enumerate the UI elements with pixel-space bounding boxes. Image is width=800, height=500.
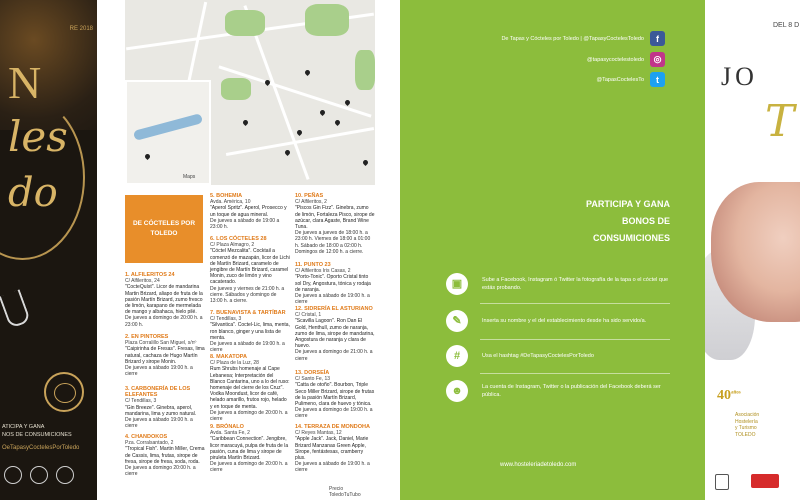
list-item: 5. BOHEMIA Avda. América, 10 "Aperol Spritz". Aperol, Prosecco y un toque de agua mineral. De jueves a sábado de 19:00 a 23:00 h. [210, 193, 287, 231]
divider [480, 339, 670, 340]
list-item: 1. ALFILERITOS 24 C/ Alfileritos, 24 "CocteQuíst". Licor de mandarina Martin Brizard, aliapo de fruta de la pasión Martín Brizard, zumo fresco de limón, karapano de mermelada de mango y albahaca, hielo pilé. De jueves a domingo de 20:00 h. a 23:00 h. [125, 272, 203, 328]
seal-icon [44, 372, 84, 412]
info-line1: ATICIPA Y GANA [2, 424, 45, 430]
facebook-handle: De Tapas y Cócteles por Toledo | @TapasyCoctelesToledo [501, 35, 644, 42]
script-title-line1: les [8, 112, 68, 161]
image-icon: ▣ [446, 273, 468, 295]
anniversary-badge: $40^{años}$ [717, 388, 741, 403]
twitter-row[interactable] [597, 72, 665, 87]
sponsor-logo-icon [30, 466, 48, 484]
sponsor-logo-icon [715, 474, 729, 490]
script-title-line2: do [8, 170, 58, 216]
map-label: Maps [183, 174, 196, 180]
list-item: 14. TERRAZA DE MONDOHA C/ Reyes Mantas, 12 "Apple Jack". Jack, Daniel, Marie Brizard Manzanas Green Apple, Sirope, fentástesas, cramberry plus. De jueves a sábado de 19:00 h. a cierre [295, 424, 370, 474]
hashtag-icon: # [446, 345, 468, 367]
list-heading: DE CÓCTELES POR TOLEDO [125, 195, 203, 263]
facebook-icon[interactable]: f [650, 31, 665, 46]
association-name: Asociación Hostelería y Turismo TOLEDO [735, 412, 760, 438]
list-item: 6. LOS CÓCTELES 28 C/ Plaza Almagro, 2 "Cóctel Mezcalita". Cocktail a comenzó de mazapán, licor de Lichi de Martín Brizard, caramelo de jengibre de Martín Brizard, caramel Monin, zuco de limón y vino cacaterado. De jueves y viernes de 21:00 h. a cierre. Sábados y domingo de 13:00 h. a cierre. [210, 236, 290, 305]
divider [480, 303, 670, 304]
script-title: T [765, 96, 795, 147]
list-item: 3. CARBONERÍA DE LOS ELEFANTES C/ Tendillas, 3 "Gin Breeze". Ginebra, aperol, mandarina, lima y zumo natural. De jueves a sábado 19:00 h. a cierre [125, 386, 197, 430]
instagram-icon[interactable]: ◎ [650, 52, 665, 67]
title-fragment: N [8, 57, 44, 108]
twitter-icon[interactable]: t [650, 72, 665, 87]
cover-panel-left [0, 0, 97, 500]
title-fragment: JO [721, 62, 758, 91]
map-panel [125, 0, 375, 500]
edit-icon: ✎ [446, 310, 468, 332]
info-line2: NOS DE CONSUMICIONES [2, 432, 72, 438]
sponsor-logo-icon [751, 474, 779, 488]
event-date-range: DEL 8 D [773, 22, 800, 29]
event-date: RE 2018 [69, 26, 93, 32]
list-item: 11. PUNTO 23 C/ Alfileritos Iris Casas, 2 "Porto-Tonic". Oporto Cristal tinto sol Dry, Angostura, tónica y rodaja de naranja. De jueves a sábado de 19:00 h. a cierre [295, 262, 371, 306]
users-icon: ☻ [446, 380, 468, 402]
step-insert-name: ✎ Inserta su nombre y el del establecimiento desde ha sido servido/a. [446, 310, 671, 332]
list-item: 8. MAKATOPA C/ Plaza de la Luz, 28 Rum Shrubs homenaje al Cape Lebanesa; Interpretación del Blanco Cantarina, uno a lo del ruso: homenaje del cierre de los Cruz". Vodka Moondust, licor de café, helado amarillo, frutos rojo, helado y en toque de menta. De jueves a domingo de 20:00 h. a cierre [210, 354, 290, 423]
instagram-row[interactable] [587, 52, 665, 67]
facebook-row[interactable] [501, 31, 665, 46]
step-use-hashtag: # Usa el hashtag #DeTapasyCoctelesPorToledo [446, 345, 671, 367]
participation-panel [400, 0, 705, 500]
list-item: 7. BUENAVISTA & TARTÍBAR C/ Tendillas, 3 "Silvantica". Coctel-Lic, lima, menta, ron blanco, ginger y una lista de menta. De jueves a sábado de 19:00 h. a cierre [210, 310, 290, 354]
list-item: 10. PEÑAS C/ Alfileritos, 2 "Piscos Gin Fizz". Ginebra, zumo de limón, Fortaleza Pisco, sirope de azúcar, clara Agaste, Brand Wine Tuna. De jueves a jueves de 18:00 h. a 23:00 h. Viernes de 18:00 a 01:00 h. Sábado de 18:00 a 02:00 h. Domingos de 12:00 h. a cierre. [295, 193, 375, 255]
list-item: 4. CHANDOKOS Pza. Corralsantado, 2 "Tropical Fish". Martin Miller, Crema de Cassis, lima, frutas, sirope de fresa, sirope de fresa, soda, roda. De jueves a domingo 20:00 h. a cierre [125, 434, 205, 478]
map-inset [125, 80, 211, 185]
sponsor-logo-icon [56, 466, 74, 484]
instagram-handle: @tapasycoctelestoledo [587, 56, 644, 63]
cocktail-glass-icon [0, 289, 31, 328]
city-map [125, 0, 375, 185]
list-item: 12. SIDRERÍA EL ASTURIANO C/ Cristal, 1 "Scavilla Lagoon". Ron Dan El Gold, Henthull, zumo de naranja, zumo de lima, sirope de mandarina, Angostura de naranja y clara de huevo. De jueves a domingo de 21:00 h. a cierre [295, 306, 375, 362]
sponsor-logo-icon [4, 466, 22, 484]
participation-heading: PARTICIPA Y GANA BONOS DE CONSUMICIONES [585, 199, 670, 243]
website-link[interactable]: www.hosteleriadetoledo.com [500, 462, 577, 468]
step-upload-photo: ▣ Sube a Facebook, Instagram ó Twitter la fotografía de la tapa o el cóctel que estás probando. [446, 273, 671, 295]
cover-panel-right [705, 0, 800, 500]
hashtag-text: OeTapasyCoctelesPorToledo [2, 445, 80, 451]
list-item: 9. BRÓNALO Avda. Santa Fe, 2 "Caribbean Connection". Jengibre, licor maracuyá, pulpa de fruta de la pasión, cuna de lima y sirope de piruleta Martín Brizard. De jueves a domingo de 20:00 h. a cierre [210, 424, 289, 474]
credit-text: Precio ToledoTuTubo [329, 486, 361, 498]
step-public-account: ☻ La cuenta de Instagram, Twitter o la publicación del Facebook deberá ser pública. [446, 380, 671, 402]
sponsor-logos [4, 466, 74, 484]
list-item: 2. EN PINTORES Plaza Corralillo San Miguel, s/nº "Caipirinha de Fresas". Fresas, lima natural, cachaza de Hugo Martín Brizard y sirope Monin. De jueves a sábado 19:00 h. a cierre [125, 334, 205, 378]
list-item: 13. DORSEÍA C/ Santo Fe, 13 "Catta de otoño". Bourbon, Triple Seco Miller Brizard, sirope de frutas de la pasión Martín Brizard, Pulimeno, clara de huevo y tónica. De jueves a domingo de 19:00 h. a cierre [295, 370, 375, 420]
twitter-handle: @TapasCoctelesTo [596, 76, 644, 83]
divider [480, 373, 670, 374]
